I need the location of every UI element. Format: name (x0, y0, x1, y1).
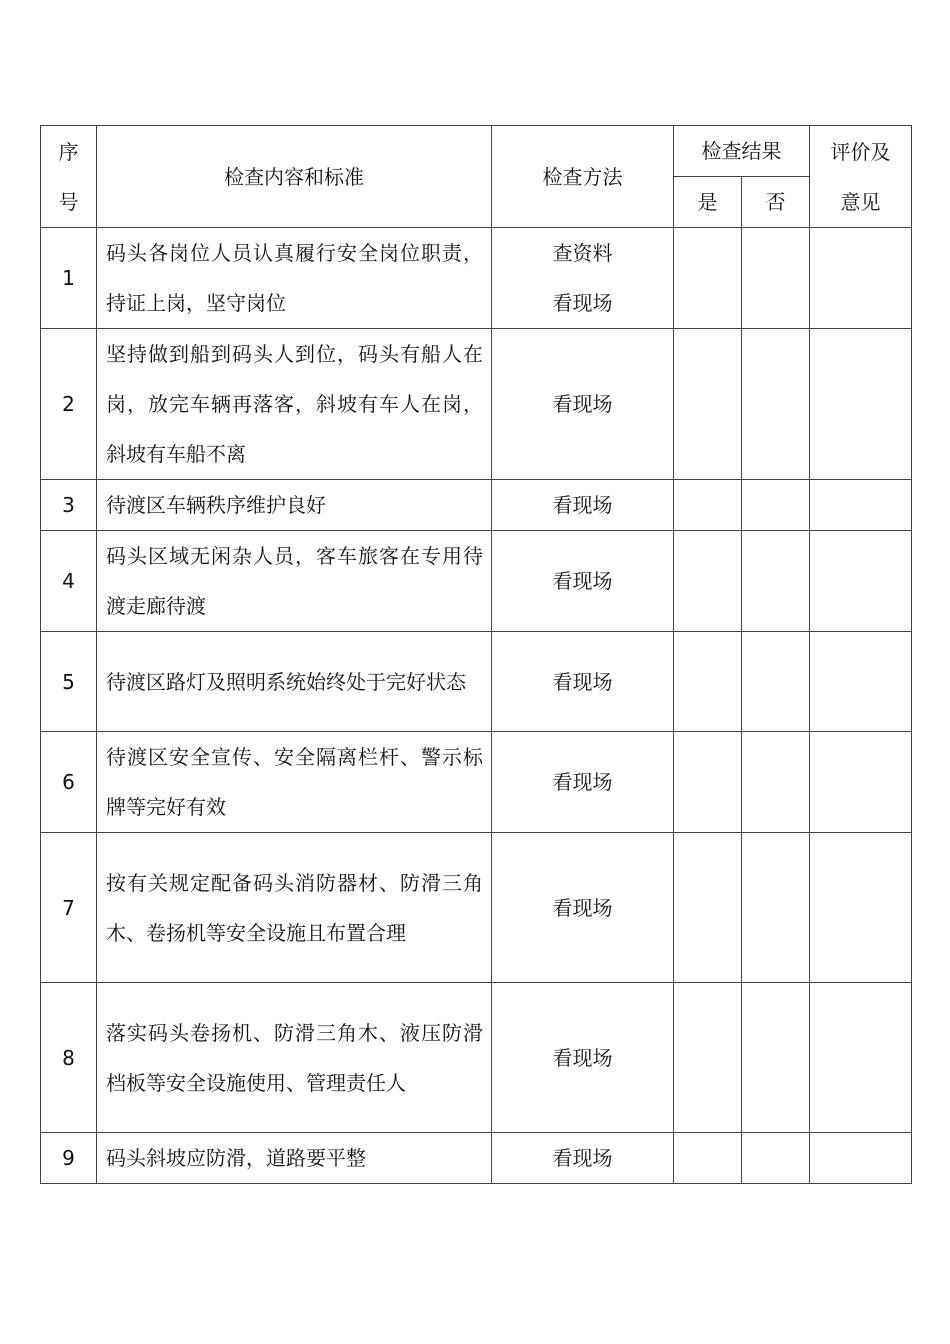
safety-checklist-table (40, 125, 912, 1184)
row-method: 看现场 (492, 329, 674, 480)
result-no-cell[interactable] (742, 531, 810, 632)
header-result: 检查结果 (674, 126, 810, 177)
result-no-cell[interactable] (742, 732, 810, 833)
eval-cell[interactable] (810, 329, 912, 480)
row-content: 待渡区安全宣传、安全隔离栏杆、警示标牌等完好有效 (97, 732, 492, 833)
table-row (41, 632, 912, 732)
row-method (492, 228, 674, 329)
result-no-cell[interactable] (742, 833, 810, 983)
eval-cell[interactable] (810, 1133, 912, 1184)
result-no-cell[interactable] (742, 983, 810, 1133)
header-content: 检查内容和标准 (97, 126, 492, 228)
row-method-line: 看现场 (552, 291, 613, 315)
row-content: 按有关规定配备码头消防器材、防滑三角木、卷扬机等安全设施且布置合理 (97, 833, 492, 983)
result-no-cell[interactable] (742, 1133, 810, 1184)
row-method: 看现场 (492, 983, 674, 1133)
result-yes-cell[interactable] (674, 228, 742, 329)
row-seq: 9 (41, 1133, 97, 1184)
table-row (41, 480, 912, 531)
header-eval (810, 126, 912, 228)
row-content: 码头斜坡应防滑，道路要平整 (97, 1133, 492, 1184)
header-result-no: 否 (742, 177, 810, 228)
eval-cell[interactable] (810, 833, 912, 983)
result-yes-cell[interactable] (674, 632, 742, 732)
table-row (41, 732, 912, 833)
result-no-cell[interactable] (742, 329, 810, 480)
result-yes-cell[interactable] (674, 480, 742, 531)
row-method: 看现场 (492, 531, 674, 632)
row-method-line: 查资料 (552, 241, 613, 265)
row-seq: 4 (41, 531, 97, 632)
header-result-yes: 是 (674, 177, 742, 228)
result-yes-cell[interactable] (674, 983, 742, 1133)
row-method: 看现场 (492, 833, 674, 983)
row-seq: 5 (41, 632, 97, 732)
row-method: 看现场 (492, 1133, 674, 1184)
table-row (41, 531, 912, 632)
row-seq: 6 (41, 732, 97, 833)
result-yes-cell[interactable] (674, 531, 742, 632)
row-content: 码头区域无闲杂人员，客车旅客在专用待渡走廊待渡 (97, 531, 492, 632)
result-yes-cell[interactable] (674, 833, 742, 983)
row-seq: 8 (41, 983, 97, 1133)
row-content: 码头各岗位人员认真履行安全岗位职责，持证上岗，坚守岗位 (97, 228, 492, 329)
row-content: 落实码头卷扬机、防滑三角木、液压防滑档板等安全设施使用、管理责任人 (97, 983, 492, 1133)
row-seq: 7 (41, 833, 97, 983)
row-seq: 2 (41, 329, 97, 480)
eval-cell[interactable] (810, 732, 912, 833)
result-no-cell[interactable] (742, 480, 810, 531)
header-method: 检查方法 (492, 126, 674, 228)
table-row (41, 329, 912, 480)
result-no-cell[interactable] (742, 632, 810, 732)
row-content: 待渡区车辆秩序维护良好 (97, 480, 492, 531)
eval-cell[interactable] (810, 632, 912, 732)
row-method: 看现场 (492, 632, 674, 732)
eval-cell[interactable] (810, 531, 912, 632)
header-seq-line2: 号 (58, 189, 79, 214)
header-seq (41, 126, 97, 228)
table-row (41, 833, 912, 983)
result-yes-cell[interactable] (674, 329, 742, 480)
row-content: 坚持做到船到码头人到位，码头有船人在岗，放完车辆再落客，斜坡有车人在岗，斜坡有车船不离 (97, 329, 492, 480)
result-yes-cell[interactable] (674, 732, 742, 833)
row-method: 看现场 (492, 732, 674, 833)
row-seq: 3 (41, 480, 97, 531)
eval-cell[interactable] (810, 228, 912, 329)
eval-cell[interactable] (810, 983, 912, 1133)
header-seq-line1: 序 (58, 139, 79, 164)
row-method: 看现场 (492, 480, 674, 531)
table-row (41, 228, 912, 329)
row-content: 待渡区路灯及照明系统始终处于完好状态 (97, 632, 492, 732)
header-eval-line1: 评价及 (830, 139, 891, 164)
table-row (41, 983, 912, 1133)
table-row (41, 1133, 912, 1184)
row-seq: 1 (41, 228, 97, 329)
eval-cell[interactable] (810, 480, 912, 531)
result-yes-cell[interactable] (674, 1133, 742, 1184)
header-eval-line2: 意见 (840, 189, 881, 214)
result-no-cell[interactable] (742, 228, 810, 329)
header-row-top (41, 126, 912, 177)
